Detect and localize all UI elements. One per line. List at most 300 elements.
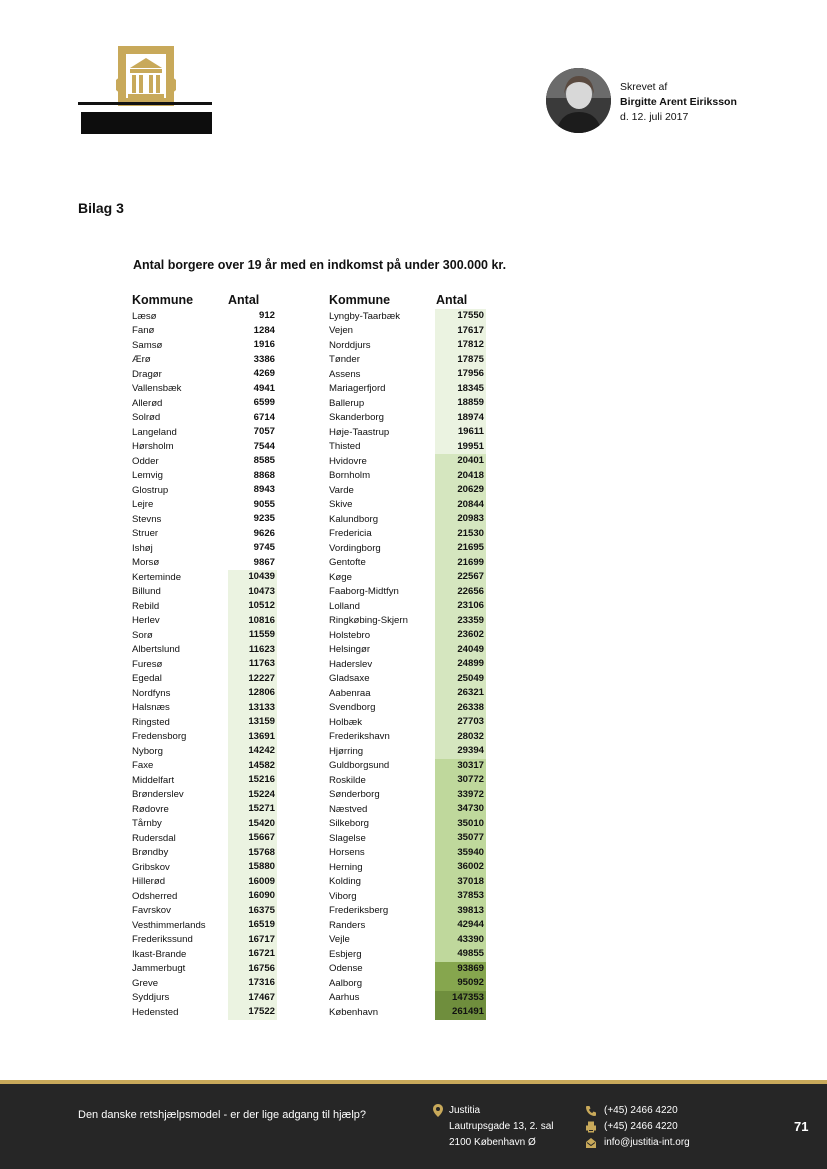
- table-row: [132, 570, 277, 585]
- table-row: [132, 701, 277, 716]
- table-row: [132, 802, 277, 817]
- kommune-name: Ishøj: [132, 542, 153, 554]
- antal-value: 23359: [435, 614, 486, 629]
- antal-value: 17956: [435, 367, 486, 382]
- table-row: [329, 802, 486, 817]
- kommune-name: Roskilde: [329, 774, 366, 786]
- antal-value: 34730: [435, 802, 486, 817]
- kommune-name: Frederikshavn: [329, 731, 390, 743]
- address-line-2: 2100 København Ø: [449, 1137, 536, 1148]
- kommune-name: Køge: [329, 571, 352, 583]
- table-row: [132, 353, 277, 368]
- table-row: [132, 759, 277, 774]
- kommune-name: Rødovre: [132, 803, 169, 815]
- antal-value: 10816: [228, 614, 277, 629]
- kommune-name: Egedal: [132, 673, 162, 685]
- antal-value: 17522: [228, 1005, 277, 1020]
- antal-value: 16756: [228, 962, 277, 977]
- antal-value: 11763: [228, 657, 277, 672]
- table-row: [132, 875, 277, 890]
- table-row: [132, 831, 277, 846]
- author-photo: [546, 68, 611, 133]
- kommune-name: Læsø: [132, 310, 157, 322]
- org-name: Justitia: [449, 1105, 481, 1116]
- table-row: [132, 324, 277, 339]
- table-row: [329, 324, 486, 339]
- antal-value: 10512: [228, 599, 277, 614]
- kommune-name: Guldborgsund: [329, 760, 390, 772]
- table-row: [329, 353, 486, 368]
- antal-value: 11623: [228, 643, 277, 658]
- table-row: [132, 889, 277, 904]
- kommune-name: Hjørring: [329, 745, 364, 757]
- kommune-name: Næstved: [329, 803, 368, 815]
- page-number: 71: [794, 1119, 809, 1134]
- antal-value: 27703: [435, 715, 486, 730]
- table-row: [329, 875, 486, 890]
- page-footer: [0, 1084, 827, 1169]
- table-row: [329, 396, 486, 411]
- antal-value: 37018: [435, 875, 486, 890]
- footer-address: [433, 1103, 554, 1151]
- table-row: [329, 411, 486, 426]
- kommune-name: Randers: [329, 919, 366, 931]
- antal-value: 20983: [435, 512, 486, 527]
- kommune-name: Fredensborg: [132, 731, 187, 743]
- kommune-name: Furesø: [132, 658, 163, 670]
- kommune-name: Tårnby: [132, 818, 162, 830]
- table-row: [132, 962, 277, 977]
- table-row: [329, 1005, 486, 1020]
- antal-value: 12227: [228, 672, 277, 687]
- kommune-name: Allerød: [132, 397, 163, 409]
- antal-value: 26338: [435, 701, 486, 716]
- kommune-name: Lejre: [132, 499, 154, 511]
- table-row: [329, 483, 486, 498]
- table-row: [132, 483, 277, 498]
- kommune-name: Gribskov: [132, 861, 170, 873]
- antal-value: 17617: [435, 324, 486, 339]
- table-row: [132, 425, 277, 440]
- kommune-name: Rebild: [132, 600, 160, 612]
- antal-value: 35077: [435, 831, 486, 846]
- table-row: [132, 454, 277, 469]
- antal-value: 24049: [435, 643, 486, 658]
- table-row: [329, 440, 486, 455]
- kommune-name: Ballerup: [329, 397, 365, 409]
- table-row: [132, 367, 277, 382]
- header-kommune: Kommune: [329, 293, 391, 307]
- kommune-name: Aalborg: [329, 977, 363, 989]
- author-block: [546, 68, 737, 133]
- antal-value: 30317: [435, 759, 486, 774]
- table-header: [132, 293, 277, 309]
- antal-value: 36002: [435, 860, 486, 875]
- antal-value: 1284: [228, 324, 277, 339]
- fax-number: (+45) 2466 4220: [604, 1121, 678, 1132]
- table-row: [132, 947, 277, 962]
- antal-value: 35940: [435, 846, 486, 861]
- kommune-name: Odder: [132, 455, 159, 467]
- kommune-name: Silkeborg: [329, 818, 369, 830]
- antal-value: 17550: [435, 309, 486, 324]
- table-row: [132, 512, 277, 527]
- antal-value: 28032: [435, 730, 486, 745]
- antal-value: 4269: [228, 367, 277, 382]
- antal-value: 14242: [228, 744, 277, 759]
- kommune-name: Halsnæs: [132, 702, 170, 714]
- antal-value: 912: [228, 309, 277, 324]
- kommune-name: Hørsholm: [132, 441, 174, 453]
- antal-value: 26321: [435, 686, 486, 701]
- phone-number[interactable]: (+45) 2466 4220: [604, 1105, 678, 1116]
- table-row: [329, 788, 486, 803]
- footer-contact: [585, 1103, 690, 1151]
- antal-value: 9745: [228, 541, 277, 556]
- table-row: [132, 657, 277, 672]
- written-by-label: Skrevet af: [620, 81, 668, 93]
- kommune-name: Nordfyns: [132, 687, 171, 699]
- antal-value: 23106: [435, 599, 486, 614]
- antal-value: 17467: [228, 991, 277, 1006]
- kommune-name: Svendborg: [329, 702, 376, 714]
- antal-value: 3386: [228, 353, 277, 368]
- antal-value: 30772: [435, 773, 486, 788]
- kommune-name: Esbjerg: [329, 948, 362, 960]
- kommune-name: Solrød: [132, 412, 161, 424]
- table-row: [132, 1005, 277, 1020]
- antal-value: 9235: [228, 512, 277, 527]
- antal-value: 16375: [228, 904, 277, 919]
- kommune-name: Norddjurs: [329, 339, 371, 351]
- kommune-name: Assens: [329, 368, 361, 380]
- kommune-name: Ringkøbing-Skjern: [329, 615, 408, 627]
- kommune-name: Ærø: [132, 354, 151, 366]
- table-rows: [132, 309, 277, 1020]
- table-row: [329, 425, 486, 440]
- table-row: [329, 817, 486, 832]
- table-row: [329, 976, 486, 991]
- table-row: [329, 759, 486, 774]
- kommune-name: Herlev: [132, 615, 160, 627]
- table-row: [132, 599, 277, 614]
- table-row: [132, 730, 277, 745]
- table-row: [329, 599, 486, 614]
- kommune-name: Skanderborg: [329, 412, 384, 424]
- antal-value: 4941: [228, 382, 277, 397]
- table-row: [329, 889, 486, 904]
- kommune-name: Holbæk: [329, 716, 363, 728]
- table-row: [132, 338, 277, 353]
- table-row: [132, 556, 277, 571]
- table-row: [132, 976, 277, 991]
- table-row: [132, 715, 277, 730]
- antal-value: 147353: [435, 991, 486, 1006]
- antal-value: 24899: [435, 657, 486, 672]
- table-rows: [329, 309, 486, 1020]
- table-row: [132, 614, 277, 629]
- kommune-name: Ringsted: [132, 716, 170, 728]
- table-row: [132, 686, 277, 701]
- antal-value: 8943: [228, 483, 277, 498]
- table-row: [132, 643, 277, 658]
- kommune-name: Kerteminde: [132, 571, 182, 583]
- antal-value: 29394: [435, 744, 486, 759]
- kommune-name: Glostrup: [132, 484, 169, 496]
- antal-value: 9626: [228, 527, 277, 542]
- table-row: [132, 585, 277, 600]
- kommune-name: Vejle: [329, 934, 350, 946]
- kommune-name: Sorø: [132, 629, 153, 641]
- table-row: [329, 512, 486, 527]
- header-antal: Antal: [436, 293, 468, 307]
- kommune-name: Albertslund: [132, 644, 180, 656]
- table-row: [132, 744, 277, 759]
- kommune-name: Vallensbæk: [132, 383, 182, 395]
- antal-value: 8868: [228, 469, 277, 484]
- antal-value: 20418: [435, 469, 486, 484]
- antal-value: 18974: [435, 411, 486, 426]
- kommune-name: Mariagerfjord: [329, 383, 386, 395]
- antal-value: 7057: [228, 425, 277, 440]
- kommune-name: Faaborg-Midtfyn: [329, 586, 399, 598]
- table-row: [329, 918, 486, 933]
- kommune-name: Vejen: [329, 325, 354, 337]
- antal-value: 17812: [435, 338, 486, 353]
- kommune-name: Holstebro: [329, 629, 371, 641]
- antal-value: 15768: [228, 846, 277, 861]
- table-row: [132, 440, 277, 455]
- kommune-name: Rudersdal: [132, 832, 176, 844]
- email-icon: [585, 1137, 604, 1149]
- kommune-name: Kolding: [329, 876, 362, 888]
- kommune-name: Frederiksberg: [329, 905, 389, 917]
- table-row: [329, 657, 486, 672]
- kommune-name: Fredericia: [329, 528, 372, 540]
- table-row: [329, 686, 486, 701]
- fax-icon: [585, 1121, 604, 1133]
- kommune-name: Høje-Taastrup: [329, 426, 390, 438]
- kommune-name: Brønderslev: [132, 789, 184, 801]
- antal-value: 95092: [435, 976, 486, 991]
- kommune-name: Middelfart: [132, 774, 175, 786]
- table-row: [132, 527, 277, 542]
- table-row: [132, 672, 277, 687]
- header-antal: Antal: [228, 293, 260, 307]
- kommune-name: Stevns: [132, 513, 162, 525]
- table-row: [132, 788, 277, 803]
- table-row: [329, 527, 486, 542]
- antal-value: 13159: [228, 715, 277, 730]
- header-kommune: Kommune: [132, 293, 194, 307]
- kommune-name: Faxe: [132, 760, 154, 772]
- kommune-name: Frederikssund: [132, 934, 193, 946]
- address-line-1: Lautrupsgade 13, 2. sal: [449, 1121, 554, 1132]
- table-left-column: [132, 293, 277, 1020]
- antal-value: 21530: [435, 527, 486, 542]
- table-row: [329, 904, 486, 919]
- antal-value: 15216: [228, 773, 277, 788]
- antal-value: 22567: [435, 570, 486, 585]
- antal-value: 14582: [228, 759, 277, 774]
- antal-value: 261491: [435, 1005, 486, 1020]
- kommune-name: Greve: [132, 977, 159, 989]
- table-right-column: [329, 293, 486, 1020]
- antal-value: 21695: [435, 541, 486, 556]
- table-row: [132, 396, 277, 411]
- antal-value: 39813: [435, 904, 486, 919]
- antal-value: 13133: [228, 701, 277, 716]
- kommune-name: Lyngby-Taarbæk: [329, 310, 401, 322]
- kommune-name: Hillerød: [132, 876, 166, 888]
- antal-value: 19951: [435, 440, 486, 455]
- table-row: [132, 860, 277, 875]
- location-pin-icon: [433, 1104, 443, 1123]
- table-row: [329, 498, 486, 513]
- antal-value: 18859: [435, 396, 486, 411]
- antal-value: 8585: [228, 454, 277, 469]
- kommune-name: Thisted: [329, 441, 361, 453]
- table-row: [329, 744, 486, 759]
- kommune-name: Odsherred: [132, 890, 178, 902]
- antal-value: 15667: [228, 831, 277, 846]
- table-row: [132, 382, 277, 397]
- antal-value: 37853: [435, 889, 486, 904]
- kommune-name: Aabenraa: [329, 687, 371, 699]
- kommune-name: Favrskov: [132, 905, 171, 917]
- table-row: [132, 411, 277, 426]
- table-row: [132, 904, 277, 919]
- antal-value: 11559: [228, 628, 277, 643]
- kommune-name: Jammerbugt: [132, 963, 186, 975]
- kommune-name: Aarhus: [329, 992, 360, 1004]
- table-row: [132, 846, 277, 861]
- kommune-name: Viborg: [329, 890, 357, 902]
- table-row: [329, 541, 486, 556]
- kommune-name: Brøndby: [132, 847, 169, 859]
- antal-value: 16009: [228, 875, 277, 890]
- kommune-name: Bornholm: [329, 470, 371, 482]
- author-date: d. 12. juli 2017: [620, 111, 689, 123]
- kommune-name: Gladsaxe: [329, 673, 370, 685]
- table-row: [329, 382, 486, 397]
- table-row: [329, 773, 486, 788]
- antal-value: 17875: [435, 353, 486, 368]
- table-row: [329, 846, 486, 861]
- antal-value: 35010: [435, 817, 486, 832]
- antal-value: 9055: [228, 498, 277, 513]
- kommune-name: Billund: [132, 586, 161, 598]
- antal-value: 15420: [228, 817, 277, 832]
- antal-value: 20629: [435, 483, 486, 498]
- antal-value: 21699: [435, 556, 486, 571]
- kommune-name: Morsø: [132, 557, 160, 569]
- table-row: [132, 628, 277, 643]
- antal-value: 16519: [228, 918, 277, 933]
- kommune-name: Herning: [329, 861, 363, 873]
- kommune-name: Kalundborg: [329, 513, 379, 525]
- kommune-name: Slagelse: [329, 832, 366, 844]
- antal-value: 49855: [435, 947, 486, 962]
- antal-value: 15271: [228, 802, 277, 817]
- antal-value: 16717: [228, 933, 277, 948]
- table-row: [329, 570, 486, 585]
- antal-value: 19611: [435, 425, 486, 440]
- antal-value: 10439: [228, 570, 277, 585]
- antal-value: 6599: [228, 396, 277, 411]
- table-row: [329, 556, 486, 571]
- logo-emblem: [78, 44, 214, 138]
- antal-value: 6714: [228, 411, 277, 426]
- table-row: [329, 991, 486, 1006]
- antal-value: 1916: [228, 338, 277, 353]
- antal-value: 20401: [435, 454, 486, 469]
- antal-value: 25049: [435, 672, 486, 687]
- table-row: [329, 338, 486, 353]
- kommune-name: Helsingør: [329, 644, 371, 656]
- kommune-name: Varde: [329, 484, 354, 496]
- kommune-name: Dragør: [132, 368, 162, 380]
- kommune-name: Hedensted: [132, 1006, 179, 1018]
- antal-value: 33972: [435, 788, 486, 803]
- table-row: [132, 773, 277, 788]
- antal-value: 43390: [435, 933, 486, 948]
- page-heading: Bilag 3: [78, 200, 124, 216]
- kommune-name: Langeland: [132, 426, 177, 438]
- footer-title: Den danske retshjælpsmodel - er der lige adgang til hjælp?: [78, 1109, 366, 1121]
- antal-value: 93869: [435, 962, 486, 977]
- table-row: [329, 614, 486, 629]
- kommune-name: Nyborg: [132, 745, 163, 757]
- table-row: [329, 672, 486, 687]
- kommune-name: Samsø: [132, 339, 163, 351]
- table-row: [329, 367, 486, 382]
- table-row: [329, 730, 486, 745]
- kommune-name: Sønderborg: [329, 789, 380, 801]
- table-row: [132, 991, 277, 1006]
- table-row: [329, 701, 486, 716]
- antal-value: 7544: [228, 440, 277, 455]
- table-row: [329, 585, 486, 600]
- kommune-name: Syddjurs: [132, 992, 170, 1004]
- justitia-logo: [78, 44, 214, 138]
- antal-value: 9867: [228, 556, 277, 571]
- antal-value: 42944: [435, 918, 486, 933]
- antal-value: 15880: [228, 860, 277, 875]
- table-row: [329, 628, 486, 643]
- kommune-name: Haderslev: [329, 658, 373, 670]
- table-row: [132, 918, 277, 933]
- table-row: [329, 309, 486, 324]
- table-row: [132, 469, 277, 484]
- kommune-name: Gentofte: [329, 557, 366, 569]
- kommune-name: Skive: [329, 499, 353, 511]
- table-row: [329, 469, 486, 484]
- antal-value: 23602: [435, 628, 486, 643]
- phone-icon: [585, 1105, 604, 1117]
- kommune-name: Odense: [329, 963, 363, 975]
- table-header: [329, 293, 486, 309]
- table-row: [329, 933, 486, 948]
- table-row: [329, 454, 486, 469]
- table-row: [329, 860, 486, 875]
- kommune-name: Horsens: [329, 847, 365, 859]
- email-address[interactable]: info@justitia-int.org: [604, 1137, 690, 1148]
- author-name: Birgitte Arent Eiriksson: [620, 96, 737, 108]
- kommune-name: Lemvig: [132, 470, 163, 482]
- table-row: [132, 309, 277, 324]
- table-row: [329, 831, 486, 846]
